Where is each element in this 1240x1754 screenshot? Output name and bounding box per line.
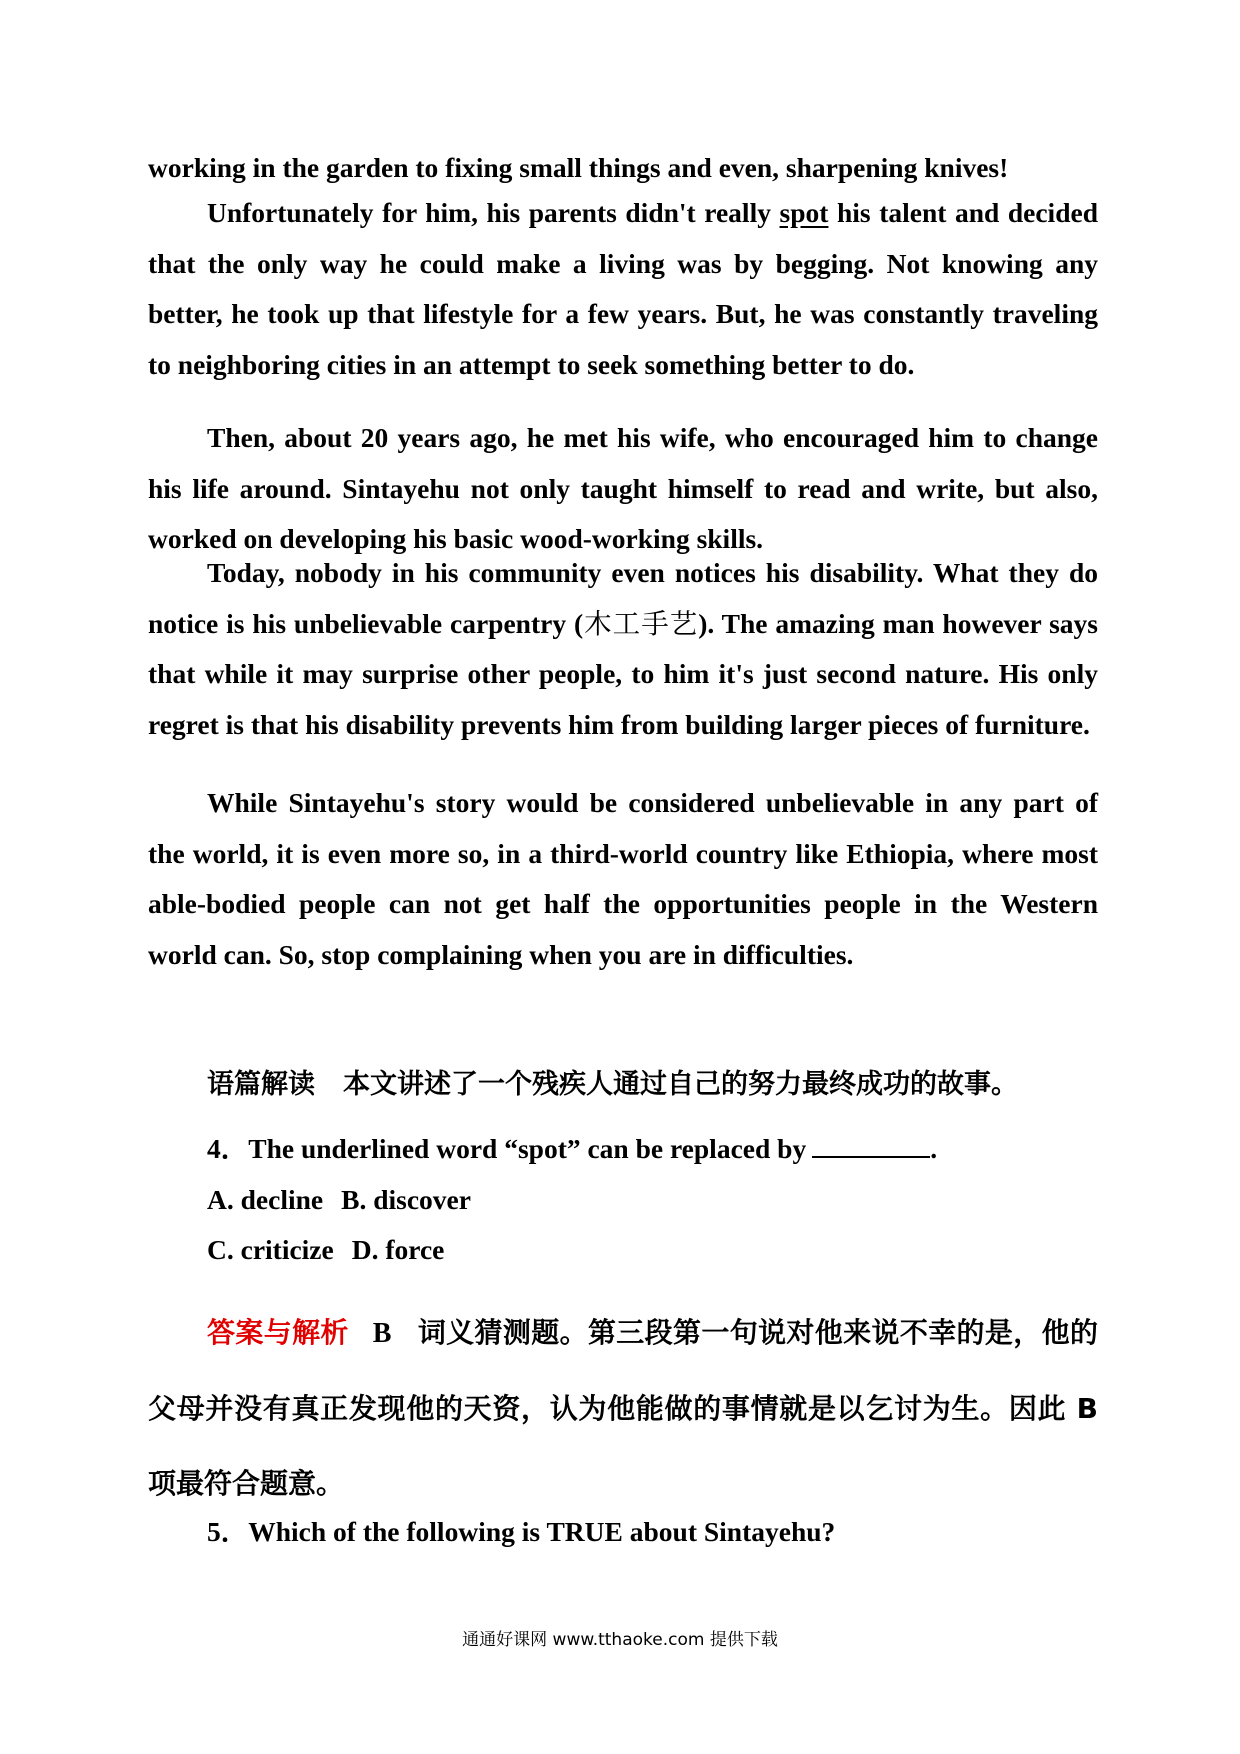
passage-paragraph-3: Then, about 20 years ago, he met his wife, who encouraged him to change his life around. Sintayehu not only taught himself to read and write, but also, worked on developing his basic wood-working skills. xyxy=(148,422,1098,554)
question-5 xyxy=(207,1510,835,1554)
option-a: A. decline xyxy=(207,1184,324,1215)
answer-label: 答案与解析 xyxy=(207,1316,349,1349)
option-d: D. force xyxy=(351,1234,445,1265)
option-b: B. discover xyxy=(341,1184,471,1215)
para2-text-pre: Unfortunately for him, his parents didn't really xyxy=(207,197,780,228)
passage-paragraph-4 xyxy=(148,548,1098,750)
passage-summary xyxy=(207,1063,1018,1107)
answer-blank xyxy=(812,1132,930,1158)
summary-label: 语篇解读 xyxy=(207,1069,315,1100)
para4-chinese-gloss: 木工手艺 xyxy=(583,607,699,640)
passage-paragraph-2 xyxy=(148,188,1098,390)
question-4-text: 4．The underlined word “spot” can be replaced by xyxy=(207,1133,807,1164)
para4-text-post: ). The amazing man however says that while it may surprise other people, to him it's just second nature. His only regret is that his disability prevents him from building larger pieces of furniture. xyxy=(148,607,1098,740)
para2-text-post: his talent and decided that the only way he could make a living was by begging. Not knowing any better, he took up that lifestyle for a few years. But, he was constantly traveling to neighboring cities in an attempt to seek something better to do. xyxy=(148,197,1098,380)
underlined-word-spot: spot xyxy=(779,197,829,228)
question-4-options-row-2 xyxy=(207,1228,444,1272)
option-c: C. criticize xyxy=(207,1234,334,1265)
summary-text: 本文讲述了一个残疾人通过自己的努力最终成功的故事。 xyxy=(343,1069,1018,1100)
passage-paragraph-5: While Sintayehu's story would be considered unbelievable in any part of the world, it is even more so, in a third-world country like Ethiopia, where most able-bodied people can not get half the opportunities people in the Western world can. So, stop complaining when you are in difficulties. xyxy=(148,787,1098,970)
answer-letter: B xyxy=(372,1318,392,1349)
passage-continuation-line: working in the garden to fixing small things and even, sharpening knives! xyxy=(148,152,1009,183)
answer-explanation-4 xyxy=(148,1295,1098,1521)
question-5-text: 5．Which of the following is TRUE about Sintayehu? xyxy=(207,1516,836,1547)
question-4 xyxy=(207,1127,937,1171)
para4-text-pre: Today, nobody in his community even notices his disability. What they do notice is his unbelievable carpentry ( xyxy=(148,557,1098,639)
question-4-end: . xyxy=(930,1133,938,1164)
page-footer: 通通好课网 www.tthaoke.com 提供下载 xyxy=(462,1630,778,1650)
question-4-options-row-1 xyxy=(207,1178,471,1222)
answer-text: 词义猜测题。第三段第一句说对他来说不幸的是，他的父母并没有真正发现他的天资，认为他能做的事情就是以乞讨为生。因此 B 项最符合题意。 xyxy=(148,1316,1098,1500)
